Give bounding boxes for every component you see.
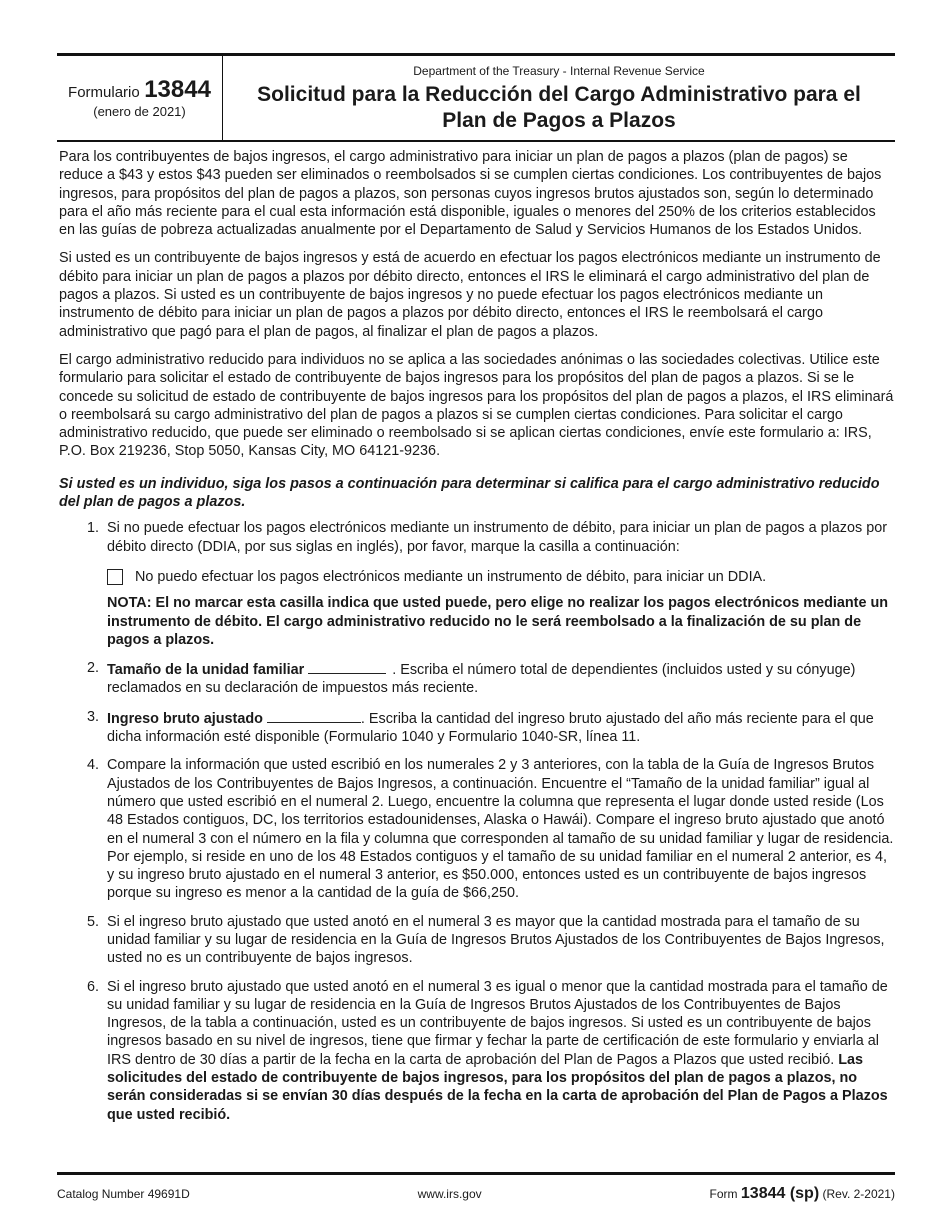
- step-4-text: Compare la información que usted escribió en los numerales 2 y 3 anteriores, con la tabla de la Guía de Ingresos Brutos Ajustados de los Contribuyentes de Bajos Ingresos, a continuación. Encuentre el “Tamaño de la unidad familiar” igual al número que usted escribió en el numeral 2. Luego, encuentre la columna que representa el lugar donde usted reside (Los 48 Estados contiguos, DC, los territorios estadounidenses, Alaska o Hawái). Compare el ingreso bruto ajustado que anotó en el numeral 3 con el número en la fila y columna que corresponden al tamaño de su unidad familiar y lugar de residencia. Por ejemplo, si reside en uno de los 48 Estados contiguos y el tamaño de su unidad familiar en el numeral 2 anterior, es 4, y su ingreso bruto ajustado en el numeral 3 anterior, es $50.000, entonces usted es un contribuyente de bajos ingresos porque su ingreso es menor a la cantidad de la guía de $66,250.: [107, 757, 894, 902]
- step-number: 1.: [87, 520, 100, 537]
- step-1-text: Si no puede efectuar los pagos electrónicos mediante un instrumento de débito, para iniciar un plan de pagos a plazos por débito directo (DDIA, por sus siglas en inglés), por favor, marque la casilla a continuación:: [107, 520, 887, 555]
- form-date: (enero de 2021): [93, 104, 186, 119]
- step-5-text: Si el ingreso bruto ajustado que usted anotó en el numeral 3 es mayor que la cantidad mostrada para el tamaño de su unidad familiar y su lugar de residencia en la Guía de Ingresos Brutos Ajustados de los Contribuyentes de Bajos Ingresos, usted no es un contribuyente de bajos ingresos.: [107, 913, 885, 967]
- step-3-text: . Escriba la cantidad del ingreso bruto ajustado del año más reciente para el que dicha información esté disponible (Formulario 1040 y Formulario 1040-SR, línea 11.: [107, 710, 874, 746]
- intro-paragraph-2: Si usted es un contribuyente de bajos ingresos y está de acuerdo en efectuar los pagos electrónicos mediante un instrumento de débito para iniciar un plan de pagos a plazos por débito directo, entonces el IRS le eliminará el cargo administrativo del plan de pagos a plazos. Si usted es un contribuyente de bajos ingresos y no puede efectuar los pagos electrónicos mediante un instrumento de débito para iniciar un plan de pagos a plazos por débito directo, entonces el IRS le reembolsará el cargo administrativo que pagó para el plan de pagos, al finalizar el plan de pagos a plazos.: [59, 250, 881, 340]
- step-5: [59, 913, 895, 968]
- irs-website: www.irs.gov: [417, 1187, 482, 1201]
- step-2-text: . Escriba el número total de dependientes (incluidos usted y su cónyuge) reclamados en su declaración de impuestos más reciente.: [107, 662, 856, 697]
- catalog-number: Catalog Number 49691D: [57, 1187, 190, 1201]
- step-3: [59, 708, 895, 747]
- step-4: [59, 756, 895, 902]
- steps-list: [59, 519, 895, 1124]
- revision-date: (Rev. 2-2021): [822, 1187, 895, 1201]
- steps-lead: Si usted es un individuo, siga los pasos a continuación para determinar si califica para el cargo administrativo reducido del plan de pagos a plazos.: [59, 475, 880, 511]
- agency-name: Department of the Treasury - Internal Revenue Service: [413, 64, 705, 78]
- form-footer: [57, 1172, 895, 1203]
- form-body: [57, 142, 895, 1124]
- step-number: 6.: [87, 978, 100, 995]
- ddia-checkbox[interactable]: [107, 569, 123, 585]
- household-size-field[interactable]: [308, 659, 386, 674]
- form-header: [57, 56, 895, 142]
- form-title-line2: Plan de Pagos a Plazos: [442, 109, 676, 132]
- step-number: 3.: [87, 708, 100, 725]
- step-number: 5.: [87, 913, 100, 930]
- agi-field[interactable]: [267, 708, 361, 723]
- household-size-label: Tamaño de la unidad familiar: [107, 662, 305, 679]
- step-6-text: Si el ingreso bruto ajustado que usted anotó en el numeral 3 es igual o menor que la cantidad mostrada para el tamaño de su unidad familiar y su lugar de residencia en la Guía de Ingresos Brutos Ajustados de los Contribuyentes de Bajos Ingresos, de la tabla a continuación, usted es un contribuyente de bajos ingresos. Si usted es un contribuyente de bajos ingresos basado en su nivel de ingresos, tiene que firmar y fechar la parte de certificación de este formulario y enviarla al IRS dentro de 30 días a partir de la fecha en la carta de aprobación del Plan de Pagos a Plazos que usted recibió.: [107, 978, 888, 1068]
- step-6-bold-text: Las solicitudes del estado de contribuyente de bajos ingresos, para los propósitos del plan de pagos a plazos, no serán consideradas si se envían 30 días después de la fecha en la carta de aprobación del Plan de Pagos a Plazos que usted recibió.: [107, 1051, 888, 1123]
- form-id-box: [57, 56, 223, 140]
- step-number: 2.: [87, 660, 100, 677]
- step-1: [59, 519, 895, 649]
- ddia-checkbox-row[interactable]: [107, 568, 895, 586]
- step-number: 4.: [87, 757, 100, 774]
- form-page: [57, 53, 895, 1134]
- intro-paragraph-1: Para los contribuyentes de bajos ingresos, el cargo administrativo para iniciar un plan de pagos a plazos (plan de pagos) se reduce a $43 y estos $43 pueden ser eliminados o reembolsados si se cumplen ciertas condiciones. Los contribuyentes de bajos ingresos, para propósitos del plan de pagos a plazos, son personas cuyos ingresos brutos ajustados son, según lo determinado para el año más reciente para el cual esta información está disponible, iguales o menores del 250% de los criterios establecidos en las guías de pobreza actualizadas anualmente por el Departamento de Salud y Servicios Humanos de los Estados Unidos.: [59, 149, 882, 239]
- form-title-line1: Solicitud para la Reducción del Cargo Administrativo para el: [257, 83, 861, 106]
- agi-label: Ingreso bruto ajustado: [107, 710, 263, 727]
- form-prefix: Form: [709, 1187, 738, 1201]
- form-revision: [710, 1185, 895, 1203]
- ddia-checkbox-label: No puedo efectuar los pagos electrónicos mediante un instrumento de débito, para iniciar un DDIA.: [135, 568, 767, 585]
- footer-form-id: 13844 (sp): [740, 1185, 820, 1202]
- step-2: [59, 659, 895, 698]
- form-number: 13844: [144, 76, 211, 103]
- intro-paragraph-3: El cargo administrativo reducido para individuos no se aplica a las sociedades anónimas o las sociedades colectivas. Utilice este formulario para solicitar el estado de contribuyente de bajos ingresos para los propósitos del plan de pagos a plazos. Si se le concede su solicitud de estado de contribuyente de bajos ingresos para los propósitos del plan de pagos a plazos, el IRS eliminará o reembolsará su cargo administrativo del plan de pagos a plazos si se cumplen ciertas condiciones. Para solicitar el cargo administrativo reducido, que puede ser eliminado o reembolsado si se aplican ciertas condiciones, envíe este formulario a: IRS, P.O. Box 219236, Stop 5050, Kansas City, MO 64121-9236.: [59, 351, 894, 460]
- step-1-note: NOTA: El no marcar esta casilla indica que usted puede, pero elige no realizar los pagos electrónicos mediante un instrumento de débito. El cargo administrativo reducido no le será reembolsado a la finalización de su plan de pagos a plazos.: [107, 595, 889, 648]
- form-label: Formulario: [68, 84, 140, 101]
- title-box: [223, 56, 895, 140]
- step-6: [59, 978, 895, 1124]
